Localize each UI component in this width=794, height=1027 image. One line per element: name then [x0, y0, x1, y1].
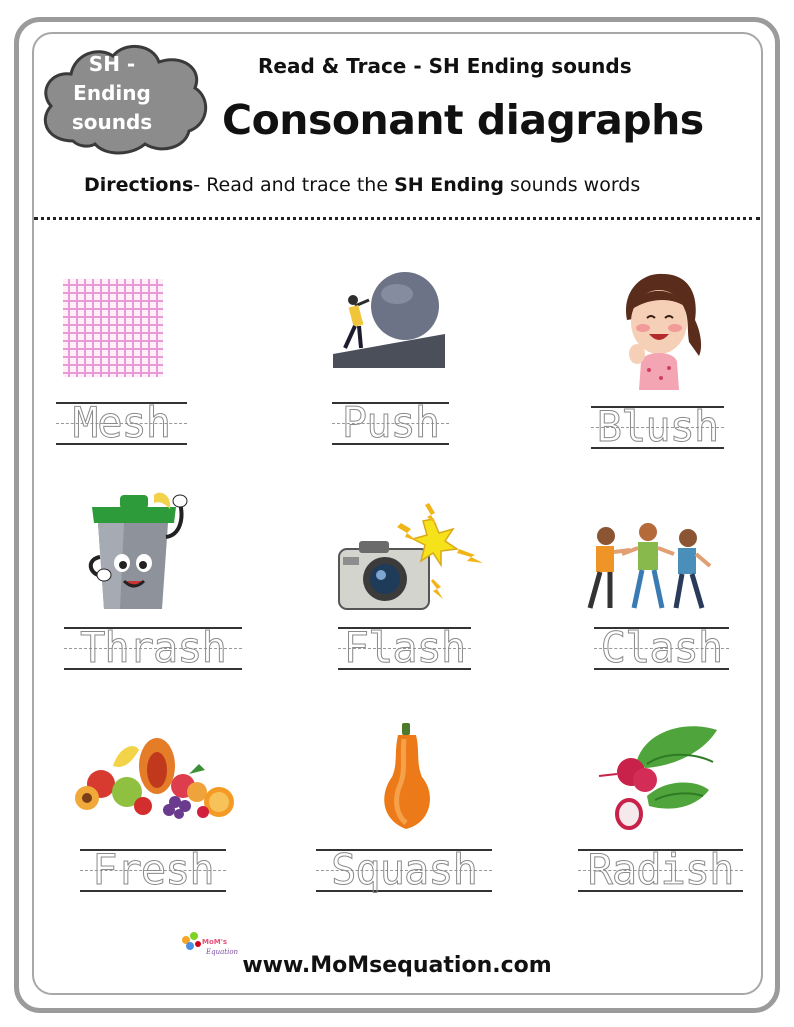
person-pushing-boulder-icon [333, 270, 445, 368]
trace-text: Mesh [72, 398, 171, 447]
pink-mesh-grid-icon [63, 279, 163, 377]
trash-can-icon [84, 489, 190, 611]
trace-text: Blush [596, 402, 719, 451]
trace-word-mesh [56, 398, 187, 447]
directions [84, 174, 640, 196]
kids-clashing-icon [576, 520, 718, 610]
page-title: Consonant diagraphs [222, 96, 704, 144]
butternut-squash-icon [376, 723, 438, 831]
trace-text: Radish [587, 845, 734, 894]
trace-text: Thrash [80, 623, 226, 672]
directions-label: Directions [84, 174, 194, 196]
trace-word-radish [578, 845, 743, 894]
badge-line-3: sounds [71, 110, 153, 134]
trace-text: Push [341, 398, 440, 447]
directions-text-1: - Read and trace the [193, 174, 395, 196]
subtitle: Read & Trace - SH Ending sounds [258, 54, 632, 78]
trace-word-clash [594, 623, 729, 672]
trace-text: Flash [343, 623, 466, 672]
trace-text: Squash [331, 845, 477, 894]
directions-text-2: sounds words [504, 174, 641, 196]
website-url: www.MoMsequation.com [242, 953, 552, 978]
svg-text:Equation: Equation [206, 948, 239, 956]
dotted-divider [34, 217, 760, 220]
cloud-badge-text [58, 50, 166, 137]
trace-text: Clash [600, 623, 723, 672]
trace-text: Fresh [92, 845, 214, 894]
blushing-girl-icon [613, 270, 705, 390]
trace-word-fresh [80, 845, 226, 894]
trace-word-push [332, 398, 449, 447]
radish-icon [597, 720, 720, 830]
directions-bold: SH Ending [394, 174, 505, 196]
badge-line-2: Ending [73, 81, 151, 105]
trace-word-blush [591, 402, 724, 451]
badge-line-1: SH - [88, 52, 136, 76]
fresh-fruits-icon [73, 736, 236, 820]
camera-flash-icon [337, 499, 483, 612]
trace-word-squash [316, 845, 492, 894]
trace-word-flash [338, 623, 471, 672]
trace-word-thrash [64, 623, 242, 672]
svg-text:MoM's: MoM's [202, 938, 228, 946]
